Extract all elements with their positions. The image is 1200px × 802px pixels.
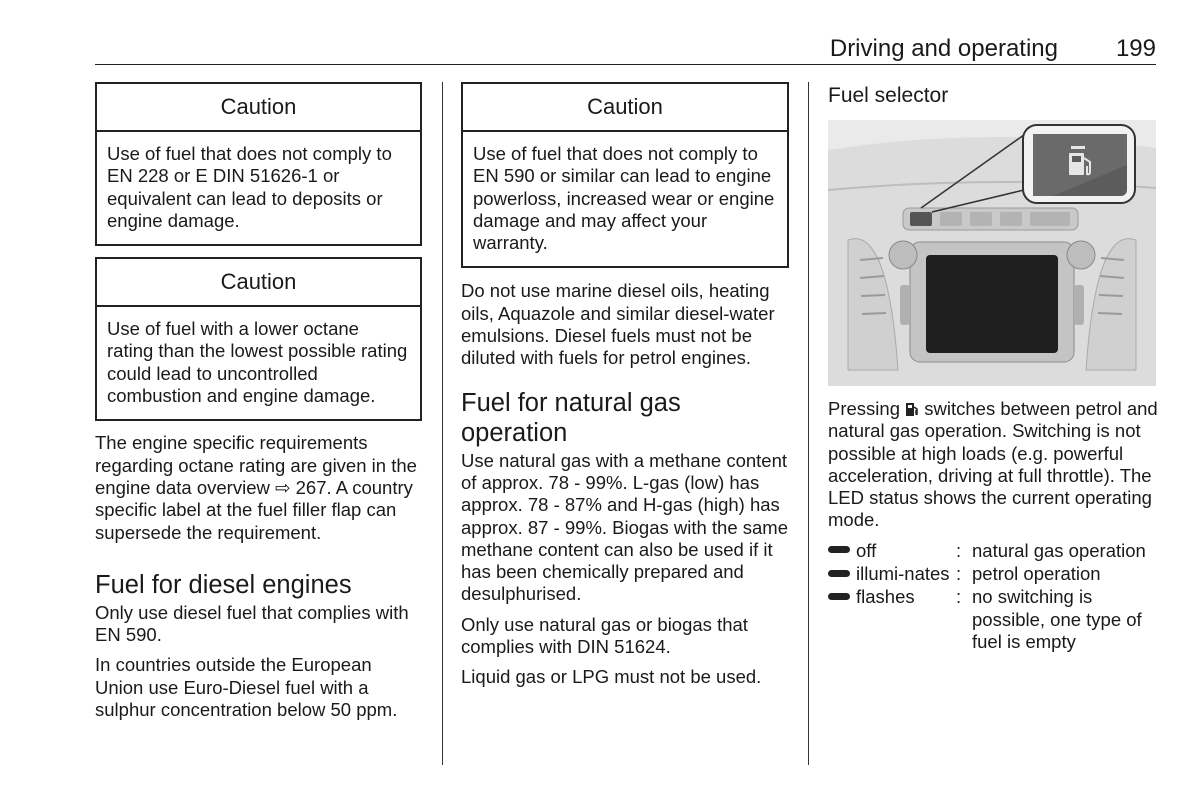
- led-indicator-icon: [828, 593, 850, 600]
- heading-fuel-selector: Fuel selector: [828, 84, 949, 107]
- fuel-selector-dashboard-image: [828, 120, 1156, 386]
- led-state-label: flashes: [856, 586, 915, 608]
- natural-gas-methane-paragraph: Use natural gas with a methane content of approx. 78 - 99%. L-gas (low) has approx. 78 - 87% and H-gas (high) has approx. 87 - 99%. Biogas with the same methane content can also be used if it has been chemically prepared and desulphurised.: [461, 449, 789, 605]
- led-state-meaning: petrol operation: [972, 563, 1101, 585]
- euro-diesel-paragraph: In countries outside the European Union use Euro-Diesel fuel with a sulphur concentration below 50 ppm.: [95, 654, 398, 721]
- led-status-table: [828, 540, 1158, 653]
- lpg-warning-paragraph: Liquid gas or LPG must not be used.: [461, 666, 762, 688]
- caution-title: Caution: [97, 84, 420, 132]
- led-indicator-icon: [828, 546, 850, 553]
- page-header-title: Driving and operating: [829, 35, 1058, 62]
- column-2: [461, 82, 789, 697]
- led-indicator-icon: [828, 570, 850, 577]
- caution-box-fuel-standard: [95, 82, 422, 246]
- switch-description-text: switches between petrol and natural gas operation. Switching is not possible at high loads (e.g. powerful acceleration, driving at full throttle). The LED status shows the current operating mode.: [828, 398, 1158, 531]
- caution-title: Caution: [97, 259, 420, 307]
- led-state-label: illumi-nates: [856, 563, 950, 585]
- fuel-pump-icon: [905, 401, 919, 417]
- caution-body: Use of fuel that does not comply to EN 590 or similar can lead to engine powerloss, increased wear or engine damage and may affect your warranty.: [473, 143, 775, 254]
- diesel-restrictions-paragraph: Do not use marine diesel oils, heating oils, Aquazole and similar diesel-water emulsions. Diesel fuels must not be diluted with fuels for petrol engines.: [461, 280, 775, 369]
- din-standard-paragraph: Only use natural gas or biogas that complies with DIN 51624.: [461, 613, 748, 658]
- led-state-label: off: [856, 539, 877, 561]
- header-rule: [95, 64, 1156, 65]
- heading-diesel-fuel: Fuel for diesel engines: [95, 570, 352, 599]
- led-row-off: off : natural gas operation: [828, 540, 1158, 562]
- fuel-selector-paragraph: [828, 398, 1158, 532]
- dashboard-illustration: [828, 120, 1156, 386]
- caution-box-octane: [95, 257, 422, 421]
- column-3: [828, 82, 1158, 654]
- column-divider-2: [808, 82, 809, 765]
- led-state-meaning: natural gas operation: [972, 539, 1146, 561]
- pressing-text: Pressing: [828, 398, 900, 419]
- caution-body: Use of fuel that does not comply to EN 228 or E DIN 51626-1 or equivalent can lead to deposits or engine damage.: [107, 143, 392, 231]
- caution-body: Use of fuel with a lower octane rating than the lowest possible rating could lead to uncontrolled combustion and engine damage.: [107, 318, 408, 407]
- caution-title: Caution: [463, 84, 787, 132]
- diesel-standard-paragraph: Only use diesel fuel that complies with EN 590.: [95, 601, 409, 646]
- octane-requirements-paragraph: The engine specific requirements regarding octane rating are given in the engine data overview ⇨ 267. A country specific label at the fuel filler flap can supersede the requirement.: [95, 432, 417, 543]
- page-number: 199: [1115, 35, 1156, 62]
- led-state-meaning: no switching is possible, one type of fuel is empty: [972, 586, 1142, 652]
- heading-natural-gas: Fuel for natural gas operation: [461, 388, 681, 447]
- led-row-illuminates: illumi-nates : petrol operation: [828, 563, 1158, 585]
- caution-box-diesel: [461, 82, 789, 268]
- led-row-flashes: flashes : no switching is possible, one type of fuel is empty: [828, 586, 1158, 653]
- column-divider-1: [442, 82, 443, 765]
- column-1: [95, 82, 422, 729]
